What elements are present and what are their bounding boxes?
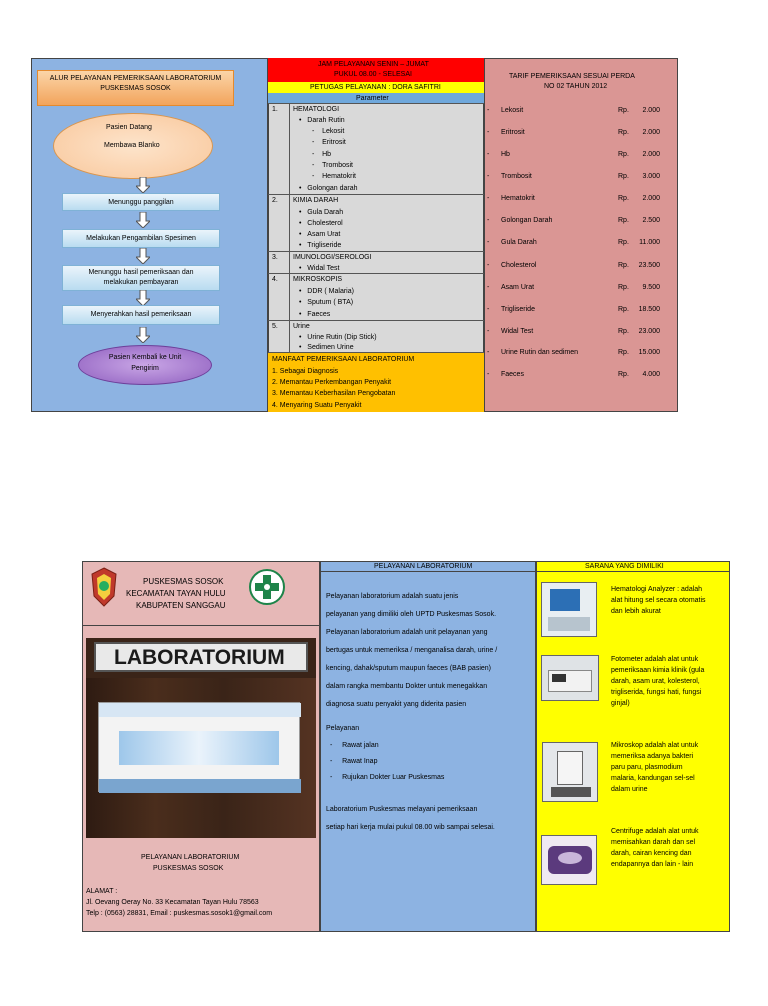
service-hours-line2: PUKUL 08.00 - SELESAI [334,71,412,78]
flow-end-line1: Pasien Kembali ke Unit [108,354,182,361]
arrow-down-icon [136,327,150,343]
service-hours-line: Laboratorium Puskesmas melayani pemeriksaan [326,806,478,813]
list-item-label: Gula Darah [307,209,344,216]
address-label: ALAMAT : [86,888,118,895]
sarana-description-line: Fotometer adalah alat untuk [611,656,699,663]
tariff-bullet: - [487,284,490,291]
sarana-description-line: dalam urine [611,786,648,793]
poster-body [119,731,279,765]
divider [320,571,536,572]
service-para-line: dalam rangka membantu Dokter untuk menegakkan [326,683,488,690]
group-name: IMUNOLOGI/SEROLOGI [293,254,372,261]
service-para-line: Pelayanan laboratorium adalah unit pelayanan yang [326,629,488,636]
flow-step-4 [62,305,220,325]
regency-emblem-icon [89,566,119,608]
sarana-description-line: Mikroskop adalah alat untuk [611,742,699,749]
list-item: • Faeces [299,311,331,318]
centrifuge-image [541,835,597,885]
sarana-description-line: darah, asam urat, kolesterol, [611,678,700,685]
list-item: • Trigliseride [299,242,342,249]
photometer-image [541,655,599,701]
tariff-currency: Rp. [618,151,629,158]
tariff-price: 2.000 [642,107,660,114]
service-item-label: Rujukan Dokter Luar Puskesmas [342,774,445,781]
sarana-description-line: dan lebih akurat [611,608,661,615]
tariff-item-name: Trigliseride [501,306,535,313]
flow-title [37,70,234,106]
tariff-item-name: Lekosit [501,107,524,114]
tariff-price: 2.000 [642,195,660,202]
flow-title-line2: PUSKESMAS SOSOK [100,85,171,92]
table-column-divider [289,103,290,352]
arrow-down-icon [136,248,150,264]
list-item-label: Sedimen Urine [307,344,354,351]
tariff-bullet: - [487,195,490,202]
tariff-price: 9.500 [642,284,660,291]
sarana-description-line: alat hitung sel secara otomatis [611,597,706,604]
group-name: KIMIA DARAH [293,197,339,204]
group-name: MIKROSKOPIS [293,276,343,283]
tariff-item-name: Urine Rutin dan sedimen [501,349,579,356]
tariff-bullet: - [487,151,490,158]
list-item-label: Urine Rutin (Dip Stick) [307,334,377,341]
header-line3: KABUPATEN SANGGAU [136,601,226,610]
list-item: • Sedimen Urine [299,344,354,351]
list-item-label: DDR ( Malaria) [307,288,354,295]
list-item-label: Hb [322,151,332,158]
staff-label: PETUGAS PELAYANAN : DORA SAFITRI [310,84,441,91]
tariff-price: 2.000 [642,129,660,136]
list-item-label: Asam Urat [307,231,341,238]
list-item: • DDR ( Malaria) [299,288,354,295]
list-item: - Lekosit [312,128,345,135]
sarana-description-line: Centrifuge adalah alat untuk [611,828,699,835]
table-row-divider [268,103,484,104]
list-item: • Gula Darah [299,209,344,216]
tariff-currency: Rp. [618,129,629,136]
table-row-divider [268,320,484,321]
list-item: - Hematokrit [312,173,356,180]
header-line2: KECAMATAN TAYAN HULU [126,589,226,598]
list-item: • Sputum ( BTA) [299,299,354,306]
footer-line2: PUSKESMAS SOSOK [153,865,224,872]
footer-line1: PELAYANAN LABORATORIUM [141,854,240,861]
flow-step-4-label: Menyerahkan hasil pemeriksaan [90,311,192,318]
list-item-label: Trigliseride [307,242,342,249]
tariff-title-line1: TARIF PEMERIKSAAN SESUAI PERDA [509,73,635,80]
benefit-item: 4. Menyaring Suatu Penyakit [272,402,362,409]
address-line: Jl. Oevang Oeray No. 33 Kecamatan Tayan Hulu 78563 [86,899,259,906]
list-item-label: Trombosit [322,162,353,169]
flow-step-1-label: Menunggu panggilan [108,199,174,206]
group-number: 5. [272,323,278,330]
tariff-bullet: - [487,239,490,246]
microscope-body [557,751,583,785]
tariff-price: 23.000 [638,328,660,335]
analyzer-base [548,617,590,631]
header-line1: PUSKESMAS SOSOK [143,577,224,586]
benefit-title: MANFAAT PEMERIKSAAN LABORATORIUM [272,356,415,363]
tariff-bullet: - [487,306,490,313]
divider [536,571,730,572]
sarana-description-line: memisahkan darah dan sel [611,839,696,846]
tariff-currency: Rp. [618,262,629,269]
tariff-currency: Rp. [618,371,629,378]
list-item: • Cholesterol [299,220,343,227]
tariff-price: 2.000 [642,151,660,158]
service-item: - Rujukan Dokter Luar Puskesmas [330,774,445,781]
tariff-bullet: - [487,129,490,136]
tariff-item-name: Faeces [501,371,524,378]
tariff-bullet: - [487,107,490,114]
flow-step-3-line2: melakukan pembayaran [103,279,179,286]
list-item: - Trombosit [312,162,353,169]
tariff-item-name: Hb [501,151,510,158]
list-item: • Widal Test [299,265,340,272]
flow-step-2-label: Melakukan Pengambilan Spesimen [86,235,196,242]
list-item: • Asam Urat [299,231,341,238]
service-para-line: bertugas untuk memeriksa / menganalisa darah, urine / [326,647,498,654]
list-item-label: Sputum ( BTA) [307,299,354,306]
tariff-price: 3.000 [642,173,660,180]
list-item-label: Widal Test [307,265,340,272]
poster [98,702,300,792]
service-item: - Rawat Inap [330,758,378,765]
tariff-title-line2: NO 02 TAHUN 2012 [544,83,608,90]
tariff-currency: Rp. [618,306,629,313]
tariff-currency: Rp. [618,349,629,356]
sarana-description-line: malaria, kandungan sel-sel [611,775,695,782]
group-number: 3. [272,254,278,261]
photometer-display [552,674,566,682]
flow-step-3-line1: Menunggu hasil pemeriksaan dan [88,269,194,276]
service-para-line: Pelayanan laboratorium adalah suatu jenis [326,593,459,600]
sarana-description-line: trigliserida, fungsi hati, fungsi [611,689,702,696]
service-item: - Rawat jalan [330,742,379,749]
sarana-title: SARANA YANG DIMILIKI [585,563,664,570]
analyzer-screen [550,589,580,611]
group-name: Urine [293,323,310,330]
puskesmas-logo-icon [248,568,286,606]
service-item-label: Rawat jalan [342,742,379,749]
tariff-price: 4.000 [642,371,660,378]
list-item-label: Darah Rutin [307,117,345,124]
list-item-label: Lekosit [322,128,345,135]
contact-line: Telp : (0563) 28831, Email : puskesmas.sosok1@gmail.com [86,910,273,917]
list-item: • Urine Rutin (Dip Stick) [299,334,377,341]
list-item: • Darah Rutin [299,117,345,124]
service-hours-line1: JAM PELAYANAN SENIN – JUMAT [318,61,429,68]
sarana-description-line: endapannya dan lain - lain [611,861,694,868]
service-item-label: Rawat Inap [342,758,378,765]
tariff-item-name: Widal Test [501,328,534,335]
benefit-item: 3. Memantau Keberhasilan Pengobatan [272,390,396,397]
list-item: - Eritrosit [312,139,346,146]
tariff-currency: Rp. [618,195,629,202]
list-item: • Golongan darah [299,185,358,192]
flow-start-line2: Membawa Blanko [104,142,160,149]
tariff-currency: Rp. [618,107,629,114]
sarana-description-line: Hematologi Analyzer : adalah [611,586,703,593]
service-hours-line: setiap hari kerja mulai pukul 08.00 wib sampai selesai. [326,824,495,831]
param-header-label: Parameter [356,95,389,102]
tariff-item-name: Hematokrit [501,195,535,202]
list-item-label: Eritrosit [322,139,346,146]
tariff-item-name: Asam Urat [501,284,535,291]
poster-footer [99,779,301,793]
service-title: PELAYANAN LABORATORIUM [374,563,473,570]
group-number: 2. [272,197,278,204]
sarana-description-line: memeriksa adanya bakteri [611,753,694,760]
tariff-bullet: - [487,173,490,180]
tariff-price: 2.500 [642,217,660,224]
tariff-currency: Rp. [618,173,629,180]
sarana-description-line: paru paru, plasmodium [611,764,683,771]
table-row-divider [268,251,484,252]
tariff-currency: Rp. [618,284,629,291]
tariff-item-name: Trombosit [501,173,532,180]
divider [82,625,320,626]
group-name: HEMATOLOGI [293,106,340,113]
poster-header [99,703,301,717]
list-item-label: Cholesterol [307,220,343,227]
tariff-currency: Rp. [618,217,629,224]
service-para-line: diagnosa suatu penyakit yang diderita pasien [326,701,467,708]
benefit-item: 1. Sebagai Diagnosis [272,368,339,375]
tariff-currency: Rp. [618,328,629,335]
service-para-line: pelayanan yang dimiliki oleh UPTD Puskesmas Sosok. [326,611,497,618]
microscope-base [551,787,591,797]
tariff-bullet: - [487,371,490,378]
flow-start-line1: Pasien Datang [106,124,152,131]
arrow-down-icon [136,290,150,306]
tariff-item-name: Eritrosit [501,129,525,136]
tariff-bullet: - [487,262,490,269]
centrifuge-lid [558,852,582,864]
service-sub: Pelayanan [326,725,360,732]
table-row-divider [268,273,484,274]
table-row-divider [268,194,484,195]
list-item: - Hb [312,151,332,158]
laboratory-door-photo [86,638,316,838]
tariff-price: 15.000 [638,349,660,356]
laboratory-sign-text: LABORATORIUM [114,646,285,669]
tariff-item-name: Gula Darah [501,239,537,246]
flow-end [78,345,212,385]
microscope-image [542,742,598,802]
tariff-price: 11.000 [639,239,660,246]
service-para-line: kencing, dahak/sputum maupun faeces (BAB pasien) [326,665,491,672]
sarana-description-line: ginjal) [611,700,630,707]
tariff-bullet: - [487,217,490,224]
flow-step-3 [62,265,220,291]
sarana-description-line: darah, cairan kencing dan [611,850,692,857]
sarana-description-line: pemeriksaan kimia klinik (gula [611,667,705,674]
tariff-bullet: - [487,349,490,356]
list-item-label: Hematokrit [322,173,356,180]
arrow-down-icon [136,212,150,228]
flow-step-1 [62,193,220,211]
flow-title-line1: ALUR PELAYANAN PEMERIKSAAN LABORATORIUM [49,75,222,82]
tariff-price: 23.500 [638,262,660,269]
list-item-label: Faeces [307,311,331,318]
tariff-item-name: Golongan Darah [501,217,553,224]
flow-step-2 [62,229,220,248]
tariff-bullet: - [487,328,490,335]
hematology-analyzer-image [541,582,597,637]
tariff-currency: Rp. [618,239,629,246]
group-number: 1. [272,106,278,113]
group-number: 4. [272,276,278,283]
tariff-item-name: Cholesterol [501,262,537,269]
benefit-item: 2. Memantau Perkembangan Penyakit [272,379,392,386]
list-item-label: Golongan darah [307,185,358,192]
tariff-price: 18.500 [638,306,660,313]
flow-end-line2: Pengirim [131,365,159,372]
arrow-down-icon [136,177,150,193]
